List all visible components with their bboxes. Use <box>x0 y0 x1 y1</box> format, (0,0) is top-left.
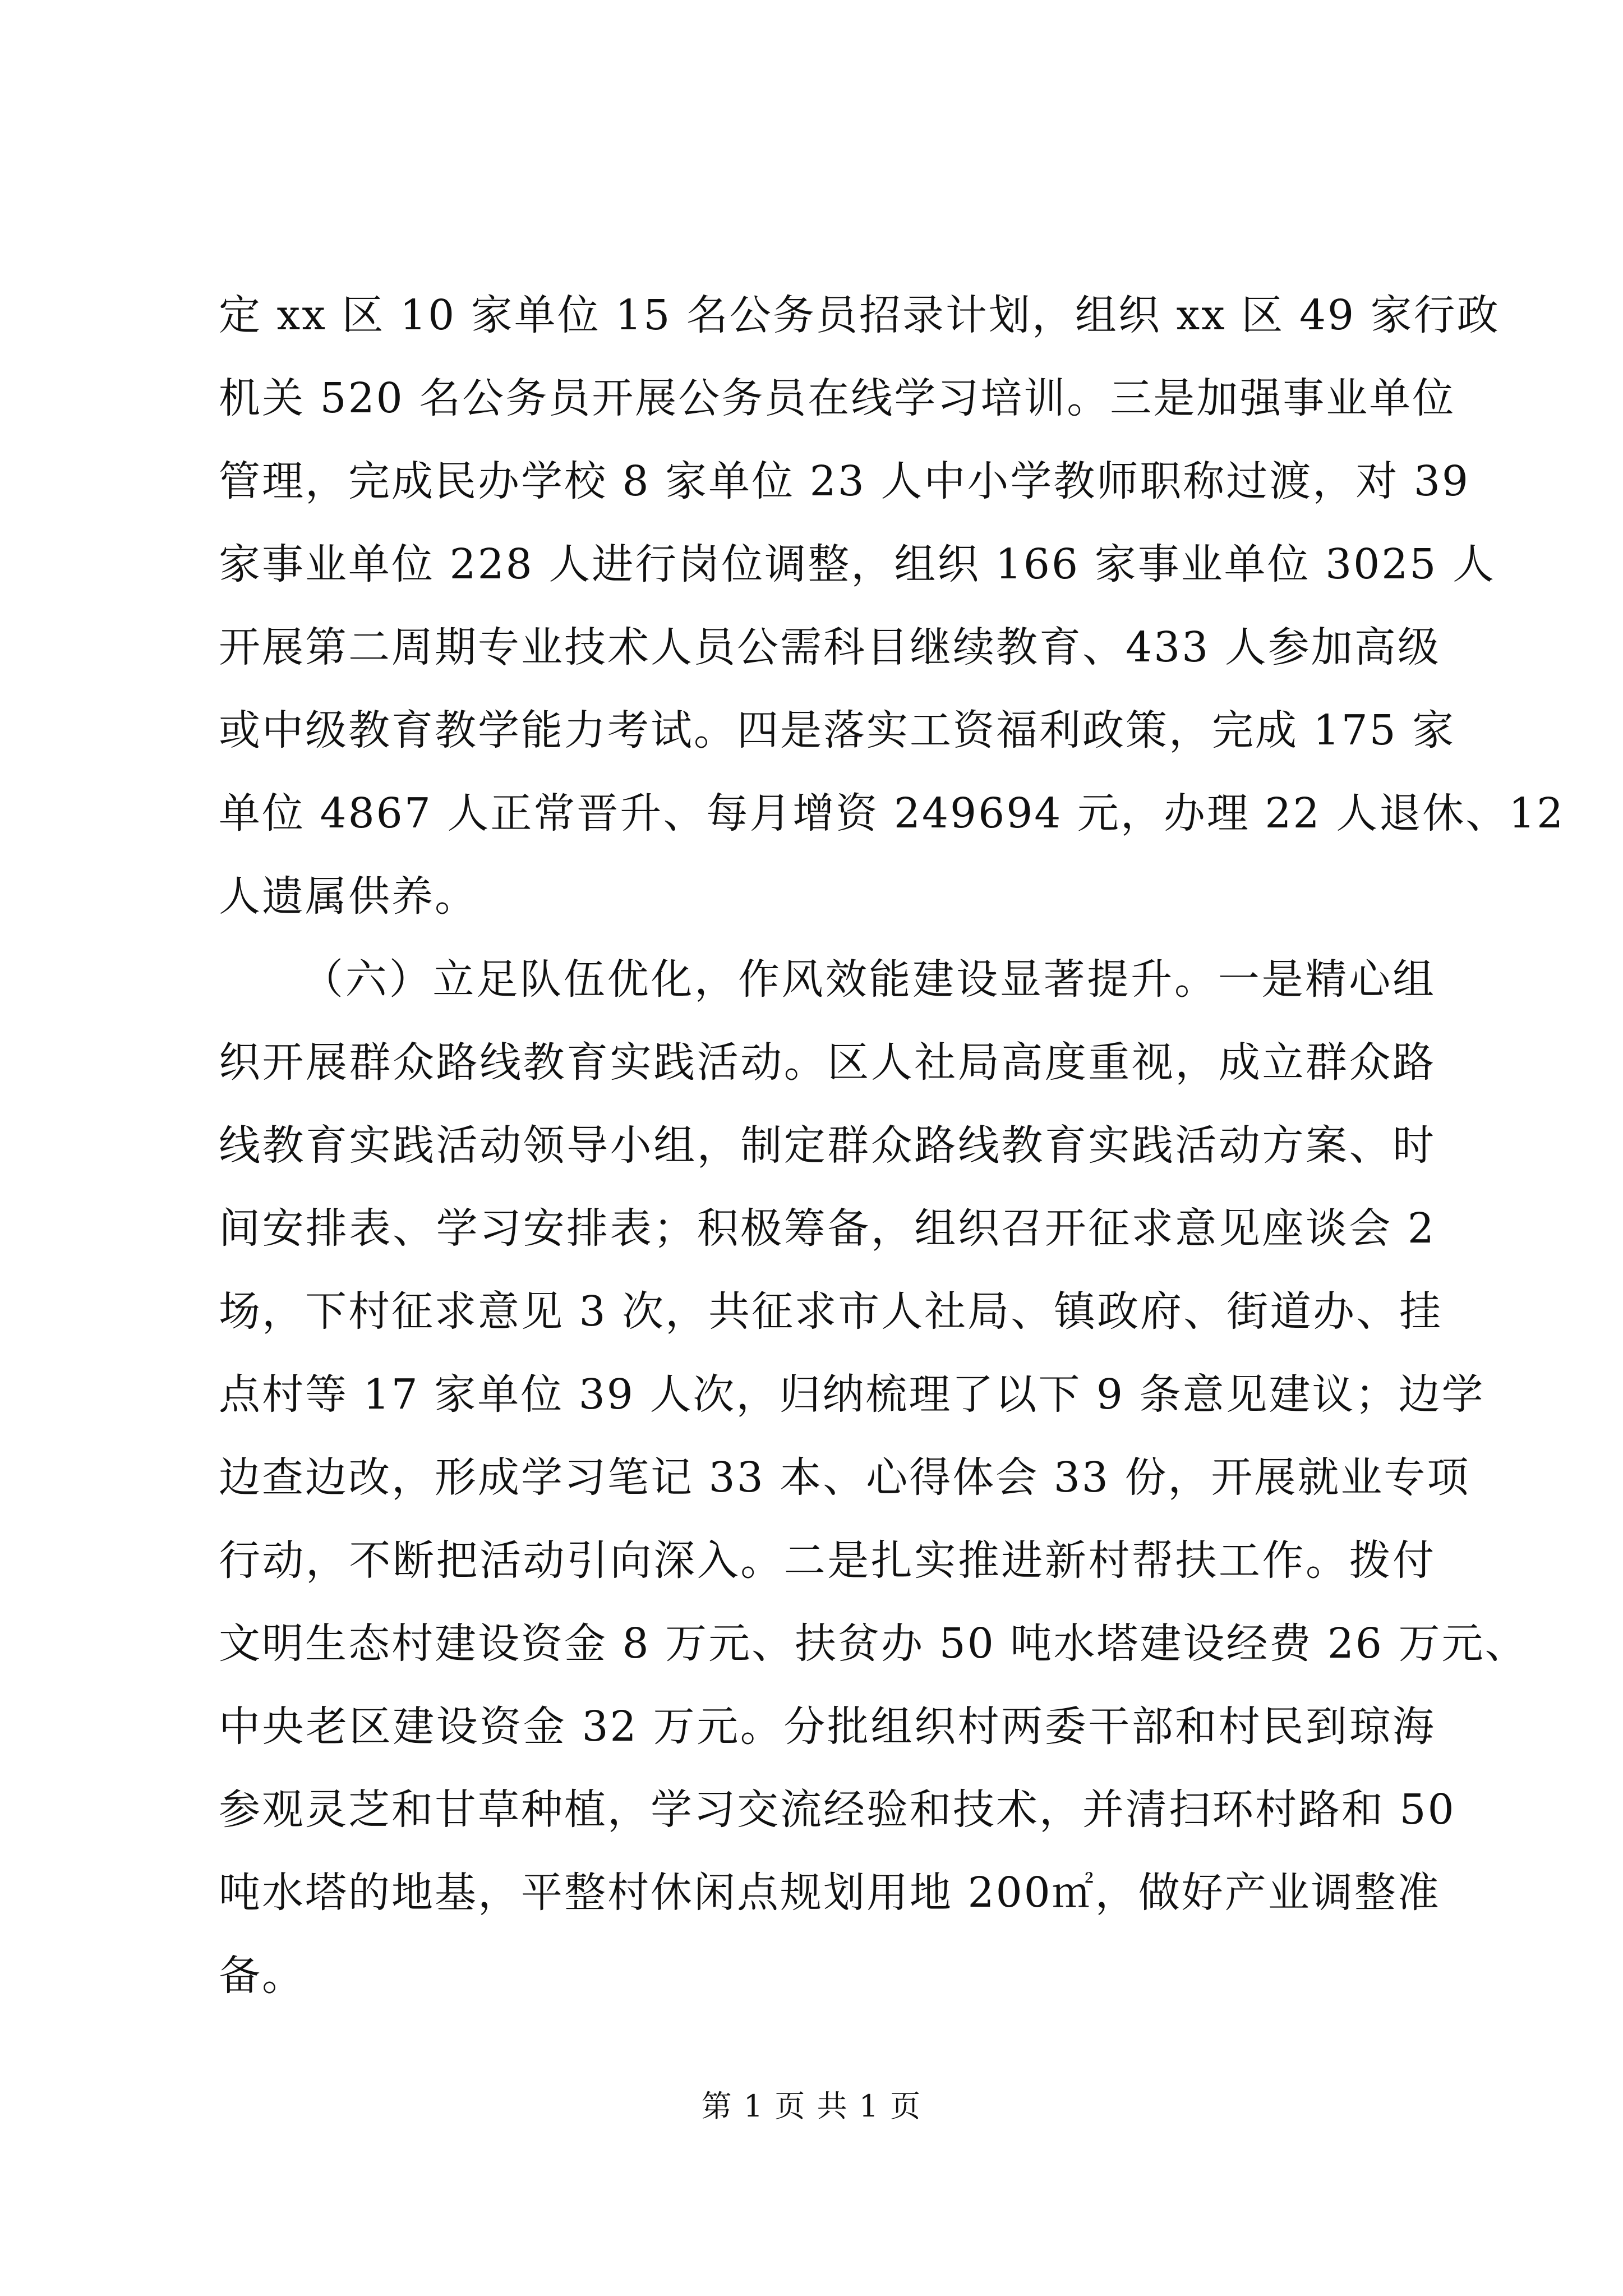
text-line: 开展第二周期专业技术人员公需科目继续教育、433 人参加高级 <box>219 623 1441 671</box>
text-line: 文明生态村建设资金 8 万元、扶贫办 50 吨水塔建设经费 26 万元、 <box>219 1619 1528 1668</box>
document-body <box>219 274 1565 2017</box>
text-line: 定 xx 区 10 家单位 15 名公务员招录计划，组织 xx 区 49 家行政 <box>219 291 1500 339</box>
text-line: 或中级教育教学能力考试。四是落实工资福利政策，完成 175 家 <box>219 706 1456 754</box>
text-line: 边查边改，形成学习笔记 33 本、心得体会 33 份，开展就业专项 <box>219 1453 1470 1502</box>
page-footer: 第 1 页 共 1 页 <box>701 2088 922 2124</box>
text-line: 单位 4867 人正常晋升、每月增资 249694 元，办理 22 人退休、12 <box>219 789 1565 838</box>
text-line: 场，下村征求意见 3 次，共征求市人社局、镇政府、街道办、挂 <box>219 1287 1443 1336</box>
text-line: 家事业单位 228 人进行岗位调整，组织 166 家事业单位 3025 人 <box>219 540 1496 588</box>
text-line: 人遗属供养。 <box>219 872 478 921</box>
text-line: 点村等 17 家单位 39 人次，归纳梳理了以下 9 条意见建议；边学 <box>219 1370 1485 1419</box>
text-line: （六）立足队伍优化，作风效能建设显著提升。一是精心组 <box>302 955 1436 1004</box>
text-line: 参观灵芝和甘草种植，学习交流经验和技术，并清扫环村路和 50 <box>219 1786 1456 1834</box>
text-line: 机关 520 名公务员开展公务员在线学习培训。三是加强事业单位 <box>219 374 1456 422</box>
text-line: 间安排表、学习安排表；积极筹备，组织召开征求意见座谈会 2 <box>219 1204 1436 1253</box>
paragraph <box>219 938 1528 2017</box>
text-line: 中央老区建设资金 32 万元。分批组织村两委干部和村民到琼海 <box>219 1703 1436 1751</box>
text-line: 管理，完成民办学校 8 家单位 23 人中小学教师职称过渡，对 39 <box>219 457 1470 505</box>
text-line: 行动，不断把活动引向深入。二是扎实推进新村帮扶工作。拨付 <box>219 1536 1436 1585</box>
text-line: 吨水塔的地基，平整村休闲点规划用地 200㎡，做好产业调整准 <box>219 1869 1441 1917</box>
text-line: 备。 <box>219 1952 305 2000</box>
paragraph <box>219 274 1565 938</box>
text-line: 织开展群众路线教育实践活动。区人社局高度重视，成立群众路 <box>219 1038 1436 1087</box>
text-line: 线教育实践活动领导小组，制定群众路线教育实践活动方案、时 <box>219 1121 1436 1170</box>
